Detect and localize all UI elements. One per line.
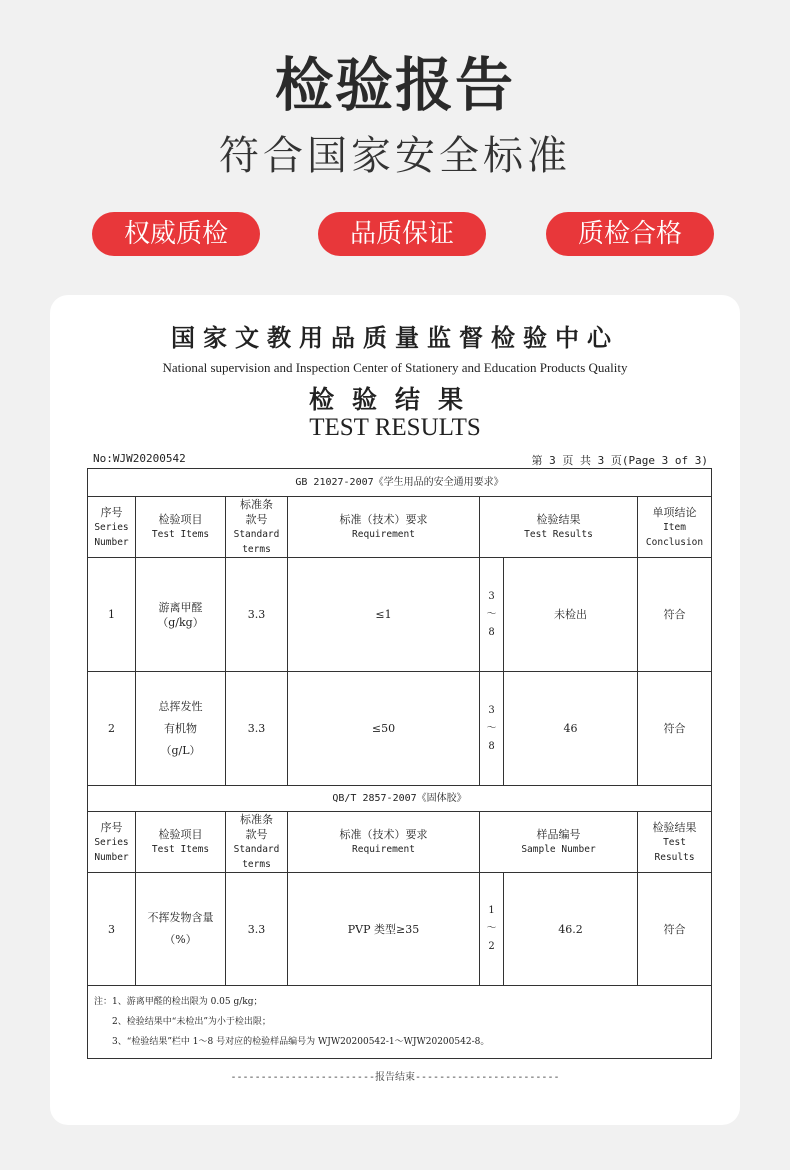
row-range: 3 ～ 8	[480, 558, 504, 672]
header-requirement: 标准（技术）要求 Requirement	[288, 812, 480, 873]
section-standard-row	[88, 469, 712, 497]
row-requirement: ≤1	[288, 558, 480, 672]
row-seq: 1	[88, 558, 136, 672]
row-item: 不挥发物含量 （%）	[136, 873, 226, 986]
row-seq: 3	[88, 873, 136, 986]
header-seq: 序号 Series Number	[88, 812, 136, 873]
notes	[88, 986, 712, 1059]
badge-quality: 品质保证	[318, 212, 486, 256]
header-standard: 标准条 款号 Standard terms	[226, 497, 288, 558]
row-result: 46	[504, 672, 638, 786]
row-conclusion: 符合	[638, 672, 712, 786]
row-seq: 2	[88, 672, 136, 786]
header-result: 检验结果 Test Results	[638, 812, 712, 873]
page-title: 检验报告	[274, 51, 515, 119]
note-1: 注：1、游离甲醛的检出限为 0.05 g/kg；	[94, 997, 263, 1007]
row-range: 1 ～ 2	[480, 873, 504, 986]
row-term: 3.3	[226, 873, 288, 986]
section-standard-row	[88, 786, 712, 812]
row-conclusion: 符合	[638, 558, 712, 672]
row-term: 3.3	[226, 558, 288, 672]
table-row	[88, 558, 712, 672]
table-row	[88, 672, 712, 786]
badge-qualified: 质检合格	[546, 212, 714, 256]
row-conclusion: 符合	[638, 873, 712, 986]
report-end: ------------------------报告结束------------------------	[230, 1072, 560, 1083]
section-standard: QB/T 2857-2007《固体胶》	[88, 786, 712, 812]
row-sample-number: 46.2	[504, 873, 638, 986]
header-sample: 样品编号 Sample Number	[480, 812, 638, 873]
note-3: 3、“检验结果”栏中 1～8 号对应的检验样品编号为 WJW20200542-1～WJW20200542-8。	[112, 1037, 490, 1047]
table-row	[88, 873, 712, 986]
header-seq: 序号 Series Number	[88, 497, 136, 558]
notes-row	[88, 986, 712, 1059]
row-requirement: PVP 类型≥35	[288, 873, 480, 986]
header-row	[88, 497, 712, 558]
badge-authority: 权威质检	[92, 212, 260, 256]
header-item: 检验项目 Test Items	[136, 812, 226, 873]
note-2: 2、检验结果中“未检出”为小于检出限；	[112, 1017, 271, 1027]
report-organization: 国家文教用品质量监督检验中心	[171, 323, 619, 352]
row-result: 未检出	[504, 558, 638, 672]
report-number: No:WJW20200542	[93, 452, 186, 465]
report-title: 检验结果	[308, 385, 481, 414]
row-item: 游离甲醛 （g/kg）	[136, 558, 226, 672]
row-range: 3 ～ 8	[480, 672, 504, 786]
results-table	[87, 468, 712, 1059]
row-item: 总挥发性 有机物 （g/L）	[136, 672, 226, 786]
report-title-en: TEST RESULTS	[309, 414, 481, 441]
header-row	[88, 812, 712, 873]
row-requirement: ≤50	[288, 672, 480, 786]
page-info: 第 3 页 共 3 页(Page 3 of 3)	[531, 454, 708, 467]
header-item: 检验项目 Test Items	[136, 497, 226, 558]
page-subtitle: 符合国家安全标准	[219, 133, 571, 179]
header-conclusion: 单项结论 Item Conclusion	[638, 497, 712, 558]
header-requirement: 标准（技术）要求 Requirement	[288, 497, 480, 558]
report-organization-en: National supervision and Inspection Center of Stationery and Education Products Quality	[162, 360, 628, 375]
header-standard: 标准条 款号 Standard terms	[226, 812, 288, 873]
row-term: 3.3	[226, 672, 288, 786]
header-result: 检验结果 Test Results	[480, 497, 638, 558]
section-standard: GB 21027-2007《学生用品的安全通用要求》	[88, 469, 712, 497]
